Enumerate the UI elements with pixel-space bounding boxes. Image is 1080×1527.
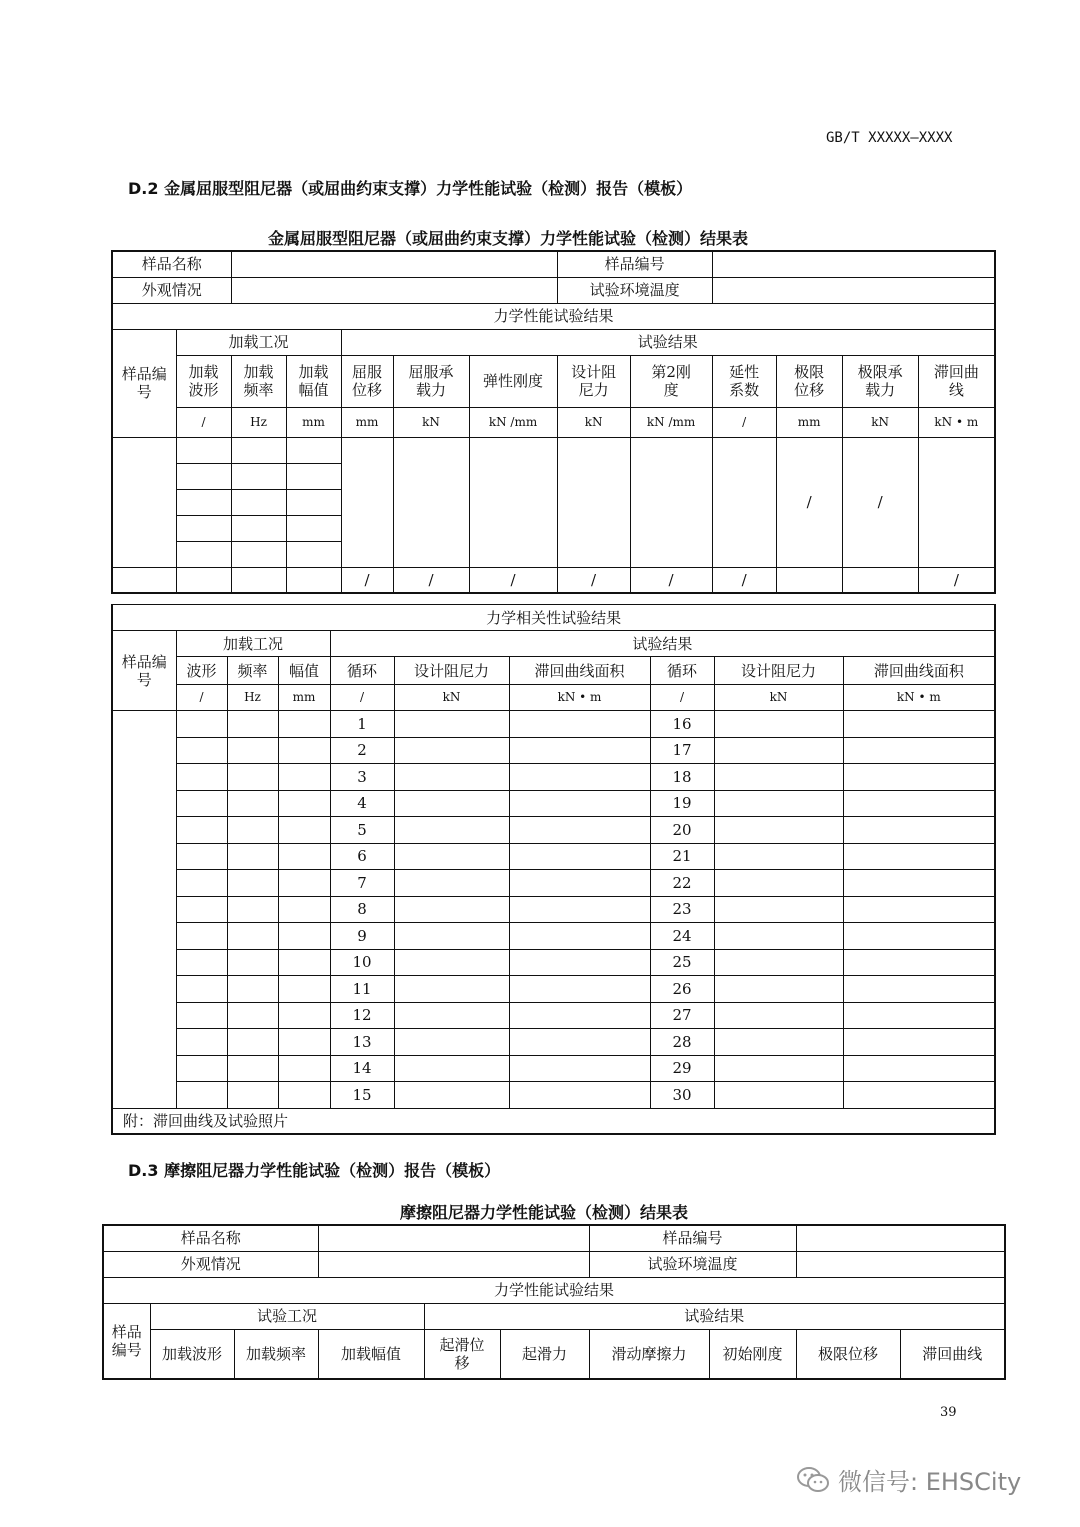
r-unit-cell: / [650,685,714,711]
appearance-value[interactable] [231,277,557,303]
data-cell[interactable] [176,567,231,593]
data-cell[interactable] [394,1082,509,1109]
data-cell[interactable] [176,870,227,897]
data-cell[interactable] [176,949,227,976]
d3-col-header: 起滑力 [500,1329,589,1379]
cycle-row [112,843,995,870]
cycle-number: 7 [330,870,394,897]
data-cell[interactable] [843,764,995,791]
data-cell[interactable] [278,896,330,923]
slash-cell: / [557,567,630,593]
data-cell[interactable] [714,764,843,791]
r-col-header: 滞回曲线面积 [509,657,650,685]
data-cell[interactable] [286,437,341,463]
data-cell[interactable] [714,923,843,950]
data-cell[interactable] [176,437,231,463]
d3-col-header: 加载波形 [150,1329,234,1379]
d3-sample-id-header: 样品编号 [103,1303,150,1379]
data-cell[interactable] [394,737,509,764]
wechat-icon [796,1466,830,1494]
data-cell[interactable] [843,1029,995,1056]
data-cell[interactable] [714,711,843,738]
d3-sample-no-label: 样品编号 [589,1225,796,1251]
r-unit-cell: / [176,685,227,711]
data-cell[interactable] [278,870,330,897]
data-cell[interactable] [278,817,330,844]
data-cell[interactable] [227,764,278,791]
data-cell[interactable] [176,976,227,1003]
data-cell[interactable] [393,437,469,567]
test-results-header: 试验结果 [341,329,995,355]
r-col-header: 幅值 [278,657,330,685]
data-cell[interactable] [843,949,995,976]
r-unit-cell: kN • m [509,685,650,711]
slash-cell: / [918,567,995,593]
unit-cell: mm [286,407,341,437]
data-cell[interactable] [394,1055,509,1082]
data-cell[interactable] [394,896,509,923]
data-cell[interactable] [394,1029,509,1056]
data-cell[interactable] [227,949,278,976]
unit-cell: kN [557,407,630,437]
data-cell[interactable] [714,1029,843,1056]
data-cell[interactable] [278,790,330,817]
data-cell[interactable] [278,843,330,870]
data-cell[interactable] [843,870,995,897]
cycle-row [112,817,995,844]
data-cell[interactable] [231,567,286,593]
data-cell[interactable] [176,1002,227,1029]
cycle-row [112,790,995,817]
data-cell[interactable] [176,463,231,489]
r-col-header: 滞回曲线面积 [843,657,995,685]
data-cell[interactable] [227,870,278,897]
data-cell[interactable] [176,1055,227,1082]
cycle-number: 25 [650,949,714,976]
cycle-number: 6 [330,843,394,870]
data-cell[interactable] [714,1002,843,1029]
cycle-number: 1 [330,711,394,738]
data-cell[interactable] [278,764,330,791]
data-cell[interactable] [843,790,995,817]
cycle-number: 23 [650,896,714,923]
data-cell[interactable] [843,1082,995,1109]
load-cond-header: 加载工况 [176,329,341,355]
d3-test-results-header: 试验结果 [424,1303,1005,1329]
d3-col-header: 加载频率 [234,1329,318,1379]
col-header: 极限承载力 [842,355,918,407]
cycle-number: 13 [330,1029,394,1056]
data-cell[interactable] [714,870,843,897]
data-cell[interactable] [843,711,995,738]
cycle-number: 27 [650,1002,714,1029]
data-cell[interactable] [509,843,650,870]
data-cell[interactable] [286,489,341,515]
data-cell[interactable] [509,737,650,764]
data-cell[interactable] [227,976,278,1003]
d2-table-title: 金属屈服型阻尼器（或屈曲约束支撑）力学性能试验（检测）结果表 [268,229,749,248]
col-header: 设计阻尼力 [557,355,630,407]
data-cell[interactable] [278,711,330,738]
data-cell[interactable] [227,817,278,844]
r-unit-cell: kN [394,685,509,711]
data-cell[interactable] [394,790,509,817]
cycle-number: 3 [330,764,394,791]
d3-col-header: 极限位移 [796,1329,900,1379]
data-cell[interactable] [843,1002,995,1029]
data-cell[interactable] [394,949,509,976]
unit-cell: kN /mm [630,407,712,437]
col-header: 滞回曲线 [918,355,995,407]
data-cell[interactable] [176,489,231,515]
unit-cell: mm [776,407,842,437]
unit-cell: kN /mm [469,407,557,437]
page-number: 39 [940,1405,957,1420]
cycle-number: 16 [650,711,714,738]
r-unit-cell: Hz [227,685,278,711]
appearance-label: 外观情况 [112,277,231,303]
cycle-number: 28 [650,1029,714,1056]
r-col-header: 频率 [227,657,278,685]
watermark-text: 微信号: EHSCity [838,1468,1022,1496]
data-cell[interactable] [231,463,286,489]
data-cell[interactable] [231,437,286,463]
sample-name-value[interactable] [231,251,557,277]
data-cell[interactable] [176,843,227,870]
cycle-row [112,976,995,1003]
data-cell[interactable] [714,1055,843,1082]
data-cell[interactable] [278,949,330,976]
r-sample-id-value[interactable] [112,711,176,1109]
d3-appearance-label: 外观情况 [103,1251,318,1277]
cycle-row [112,1055,995,1082]
data-cell[interactable] [509,764,650,791]
data-cell[interactable] [843,923,995,950]
cycle-number: 20 [650,817,714,844]
cycle-number: 26 [650,976,714,1003]
cycle-row [112,764,995,791]
slash-cell: / [630,567,712,593]
data-cell[interactable] [278,976,330,1003]
cycle-number: 15 [330,1082,394,1109]
col-header: 加载频率 [231,355,286,407]
cycle-row [112,896,995,923]
d3-col-header: 滑动摩擦力 [589,1329,709,1379]
data-cell[interactable] [509,923,650,950]
data-cell[interactable] [714,817,843,844]
data-cell[interactable] [278,923,330,950]
data-cell[interactable] [630,437,712,567]
data-cell[interactable] [286,515,341,541]
r-col-header: 设计阻尼力 [714,657,843,685]
sample-no-value[interactable] [712,251,995,277]
cycle-number: 10 [330,949,394,976]
data-cell[interactable] [714,976,843,1003]
d3-appearance-value[interactable] [318,1251,589,1277]
r-load-cond-header: 加载工况 [176,631,330,657]
cycle-row [112,1082,995,1109]
d3-col-header: 加载幅值 [318,1329,424,1379]
data-cell[interactable] [394,976,509,1003]
d3-sample-no-value[interactable] [796,1225,1005,1251]
data-cell[interactable] [509,790,650,817]
data-cell[interactable] [286,463,341,489]
data-cell[interactable] [278,1082,330,1109]
d3-sample-name-label: 样品名称 [103,1225,318,1251]
cycle-number: 21 [650,843,714,870]
data-cell[interactable] [714,790,843,817]
cycle-row [112,870,995,897]
cycle-number: 24 [650,923,714,950]
col-header: 第2刚度 [630,355,712,407]
data-cell[interactable] [714,737,843,764]
data-cell[interactable] [394,817,509,844]
data-cell[interactable] [843,1055,995,1082]
slash-cell: / [393,567,469,593]
r-unit-cell: kN [714,685,843,711]
data-cell[interactable] [227,1029,278,1056]
data-cell[interactable] [176,737,227,764]
data-cell[interactable] [176,764,227,791]
data-cell[interactable] [394,711,509,738]
col-header: 延性系数 [712,355,776,407]
data-cell[interactable] [176,896,227,923]
cycle-number: 18 [650,764,714,791]
data-cell[interactable] [227,790,278,817]
data-cell[interactable] [176,515,231,541]
data-cell[interactable] [227,1082,278,1109]
data-cell[interactable] [842,567,918,593]
cycle-number: 19 [650,790,714,817]
data-cell[interactable] [227,1002,278,1029]
col-header: 加载幅值 [286,355,341,407]
cycle-number: 5 [330,817,394,844]
data-cell[interactable] [712,437,776,567]
env-temp-label: 试验环境温度 [557,277,712,303]
data-cell[interactable] [227,1055,278,1082]
data-cell[interactable] [509,870,650,897]
unit-cell: / [712,407,776,437]
cycle-number: 11 [330,976,394,1003]
slash-cell: / [776,437,842,567]
sample-id-header: 样品编号 [112,329,176,437]
data-cell[interactable] [843,843,995,870]
col-header: 屈服承载力 [393,355,469,407]
data-cell[interactable] [278,737,330,764]
data-cell[interactable] [509,1055,650,1082]
data-cell[interactable] [843,896,995,923]
data-cell[interactable] [394,1002,509,1029]
data-cell[interactable] [714,843,843,870]
d2-footnote: 附：滞回曲线及试验照片 [112,1108,995,1134]
cycle-number: 17 [650,737,714,764]
cycle-row [112,923,995,950]
data-cell[interactable] [227,896,278,923]
data-cell[interactable] [509,976,650,1003]
data-cell[interactable] [176,1029,227,1056]
r-unit-cell: mm [278,685,330,711]
data-cell[interactable] [286,541,341,567]
unit-cell: kN [393,407,469,437]
d2-results-table [111,250,996,594]
r-sample-id-header: 样品编号 [112,631,176,711]
cycle-number: 12 [330,1002,394,1029]
data-cell[interactable] [394,764,509,791]
cycle-row [112,949,995,976]
cycle-row [112,737,995,764]
data-cell[interactable] [394,870,509,897]
r-unit-cell: / [330,685,394,711]
d3-col-header: 滞回曲线 [900,1329,1005,1379]
data-cell[interactable] [714,896,843,923]
unit-cell: kN • m [918,407,995,437]
slash-cell: / [712,567,776,593]
d2-section-title: D.2 金属屈服型阻尼器（或屈曲约束支撑）力学性能试验（检测）报告（模板） [128,179,693,198]
data-cell[interactable] [843,817,995,844]
r-col-header: 循环 [650,657,714,685]
data-cell[interactable] [394,843,509,870]
data-cell[interactable] [231,541,286,567]
data-cell[interactable] [509,817,650,844]
r-col-header: 设计阻尼力 [394,657,509,685]
data-cell[interactable] [227,843,278,870]
data-cell[interactable] [714,1082,843,1109]
slash-cell: / [469,567,557,593]
data-cell[interactable] [176,541,231,567]
d3-col-header: 起滑位移 [424,1329,500,1379]
data-cell[interactable] [714,949,843,976]
data-cell[interactable] [227,737,278,764]
cycle-number: 2 [330,737,394,764]
d3-section-title: D.3 摩擦阻尼器力学性能试验（检测）报告（模板） [128,1161,501,1180]
d3-env-temp-label: 试验环境温度 [589,1251,796,1277]
cycle-row [112,711,995,738]
standard-code: GB/T XXXXX—XXXX [826,130,953,146]
data-cell[interactable] [231,515,286,541]
data-cell[interactable] [278,1002,330,1029]
data-cell[interactable] [176,923,227,950]
col-header: 极限位移 [776,355,842,407]
data-cell[interactable] [509,896,650,923]
data-cell[interactable] [341,437,393,567]
data-cell[interactable] [278,1029,330,1056]
slash-cell: / [842,437,918,567]
data-cell[interactable] [469,437,557,567]
data-cell[interactable] [227,923,278,950]
r-col-header: 波形 [176,657,227,685]
r-col-header: 循环 [330,657,394,685]
sample-id-value[interactable] [112,437,176,567]
unit-cell: Hz [231,407,286,437]
unit-cell: kN [842,407,918,437]
data-cell[interactable] [176,711,227,738]
mech-results-heading: 力学性能试验结果 [112,303,995,329]
slash-cell: / [341,567,393,593]
unit-cell: mm [341,407,393,437]
cycle-row [112,1029,995,1056]
data-cell[interactable] [509,1082,650,1109]
cycle-number: 4 [330,790,394,817]
env-temp-value[interactable] [712,277,995,303]
r-test-results-header: 试验结果 [330,631,995,657]
sample-name-label: 样品名称 [112,251,231,277]
data-cell[interactable] [509,1002,650,1029]
data-cell[interactable] [231,489,286,515]
related-results-heading: 力学相关性试验结果 [112,605,995,631]
data-cell[interactable] [176,790,227,817]
d3-results-table [102,1224,1006,1380]
data-cell[interactable] [843,976,995,1003]
cycle-number: 29 [650,1055,714,1082]
cycle-number: 30 [650,1082,714,1109]
data-cell[interactable] [509,949,650,976]
data-cell[interactable] [286,567,341,593]
cycle-row [112,1002,995,1029]
data-cell[interactable] [557,437,630,567]
watermark [796,1462,1021,1497]
d3-sample-name-value[interactable] [318,1225,589,1251]
d3-test-cond-header: 试验工况 [150,1303,424,1329]
cycle-number: 14 [330,1055,394,1082]
sample-no-label: 样品编号 [557,251,712,277]
data-cell[interactable] [227,711,278,738]
data-cell[interactable] [918,437,995,567]
data-cell[interactable] [394,923,509,950]
data-cell[interactable] [112,567,176,593]
data-cell[interactable] [776,567,842,593]
data-cell[interactable] [843,737,995,764]
r-unit-cell: kN • m [843,685,995,711]
data-cell[interactable] [278,1055,330,1082]
col-header: 加载波形 [176,355,231,407]
cycle-number: 8 [330,896,394,923]
data-cell[interactable] [509,711,650,738]
cycle-number: 9 [330,923,394,950]
cycle-number: 22 [650,870,714,897]
d3-env-temp-value[interactable] [796,1251,1005,1277]
d3-mech-results-heading: 力学性能试验结果 [103,1277,1005,1303]
d3-table-title: 摩擦阻尼器力学性能试验（检测）结果表 [400,1203,689,1222]
unit-cell: / [176,407,231,437]
col-header: 弹性刚度 [469,355,557,407]
d2-related-table [111,604,996,1135]
data-cell[interactable] [176,817,227,844]
data-cell[interactable] [509,1029,650,1056]
data-cell[interactable] [176,1082,227,1109]
d3-col-header: 初始刚度 [709,1329,796,1379]
col-header: 屈服位移 [341,355,393,407]
